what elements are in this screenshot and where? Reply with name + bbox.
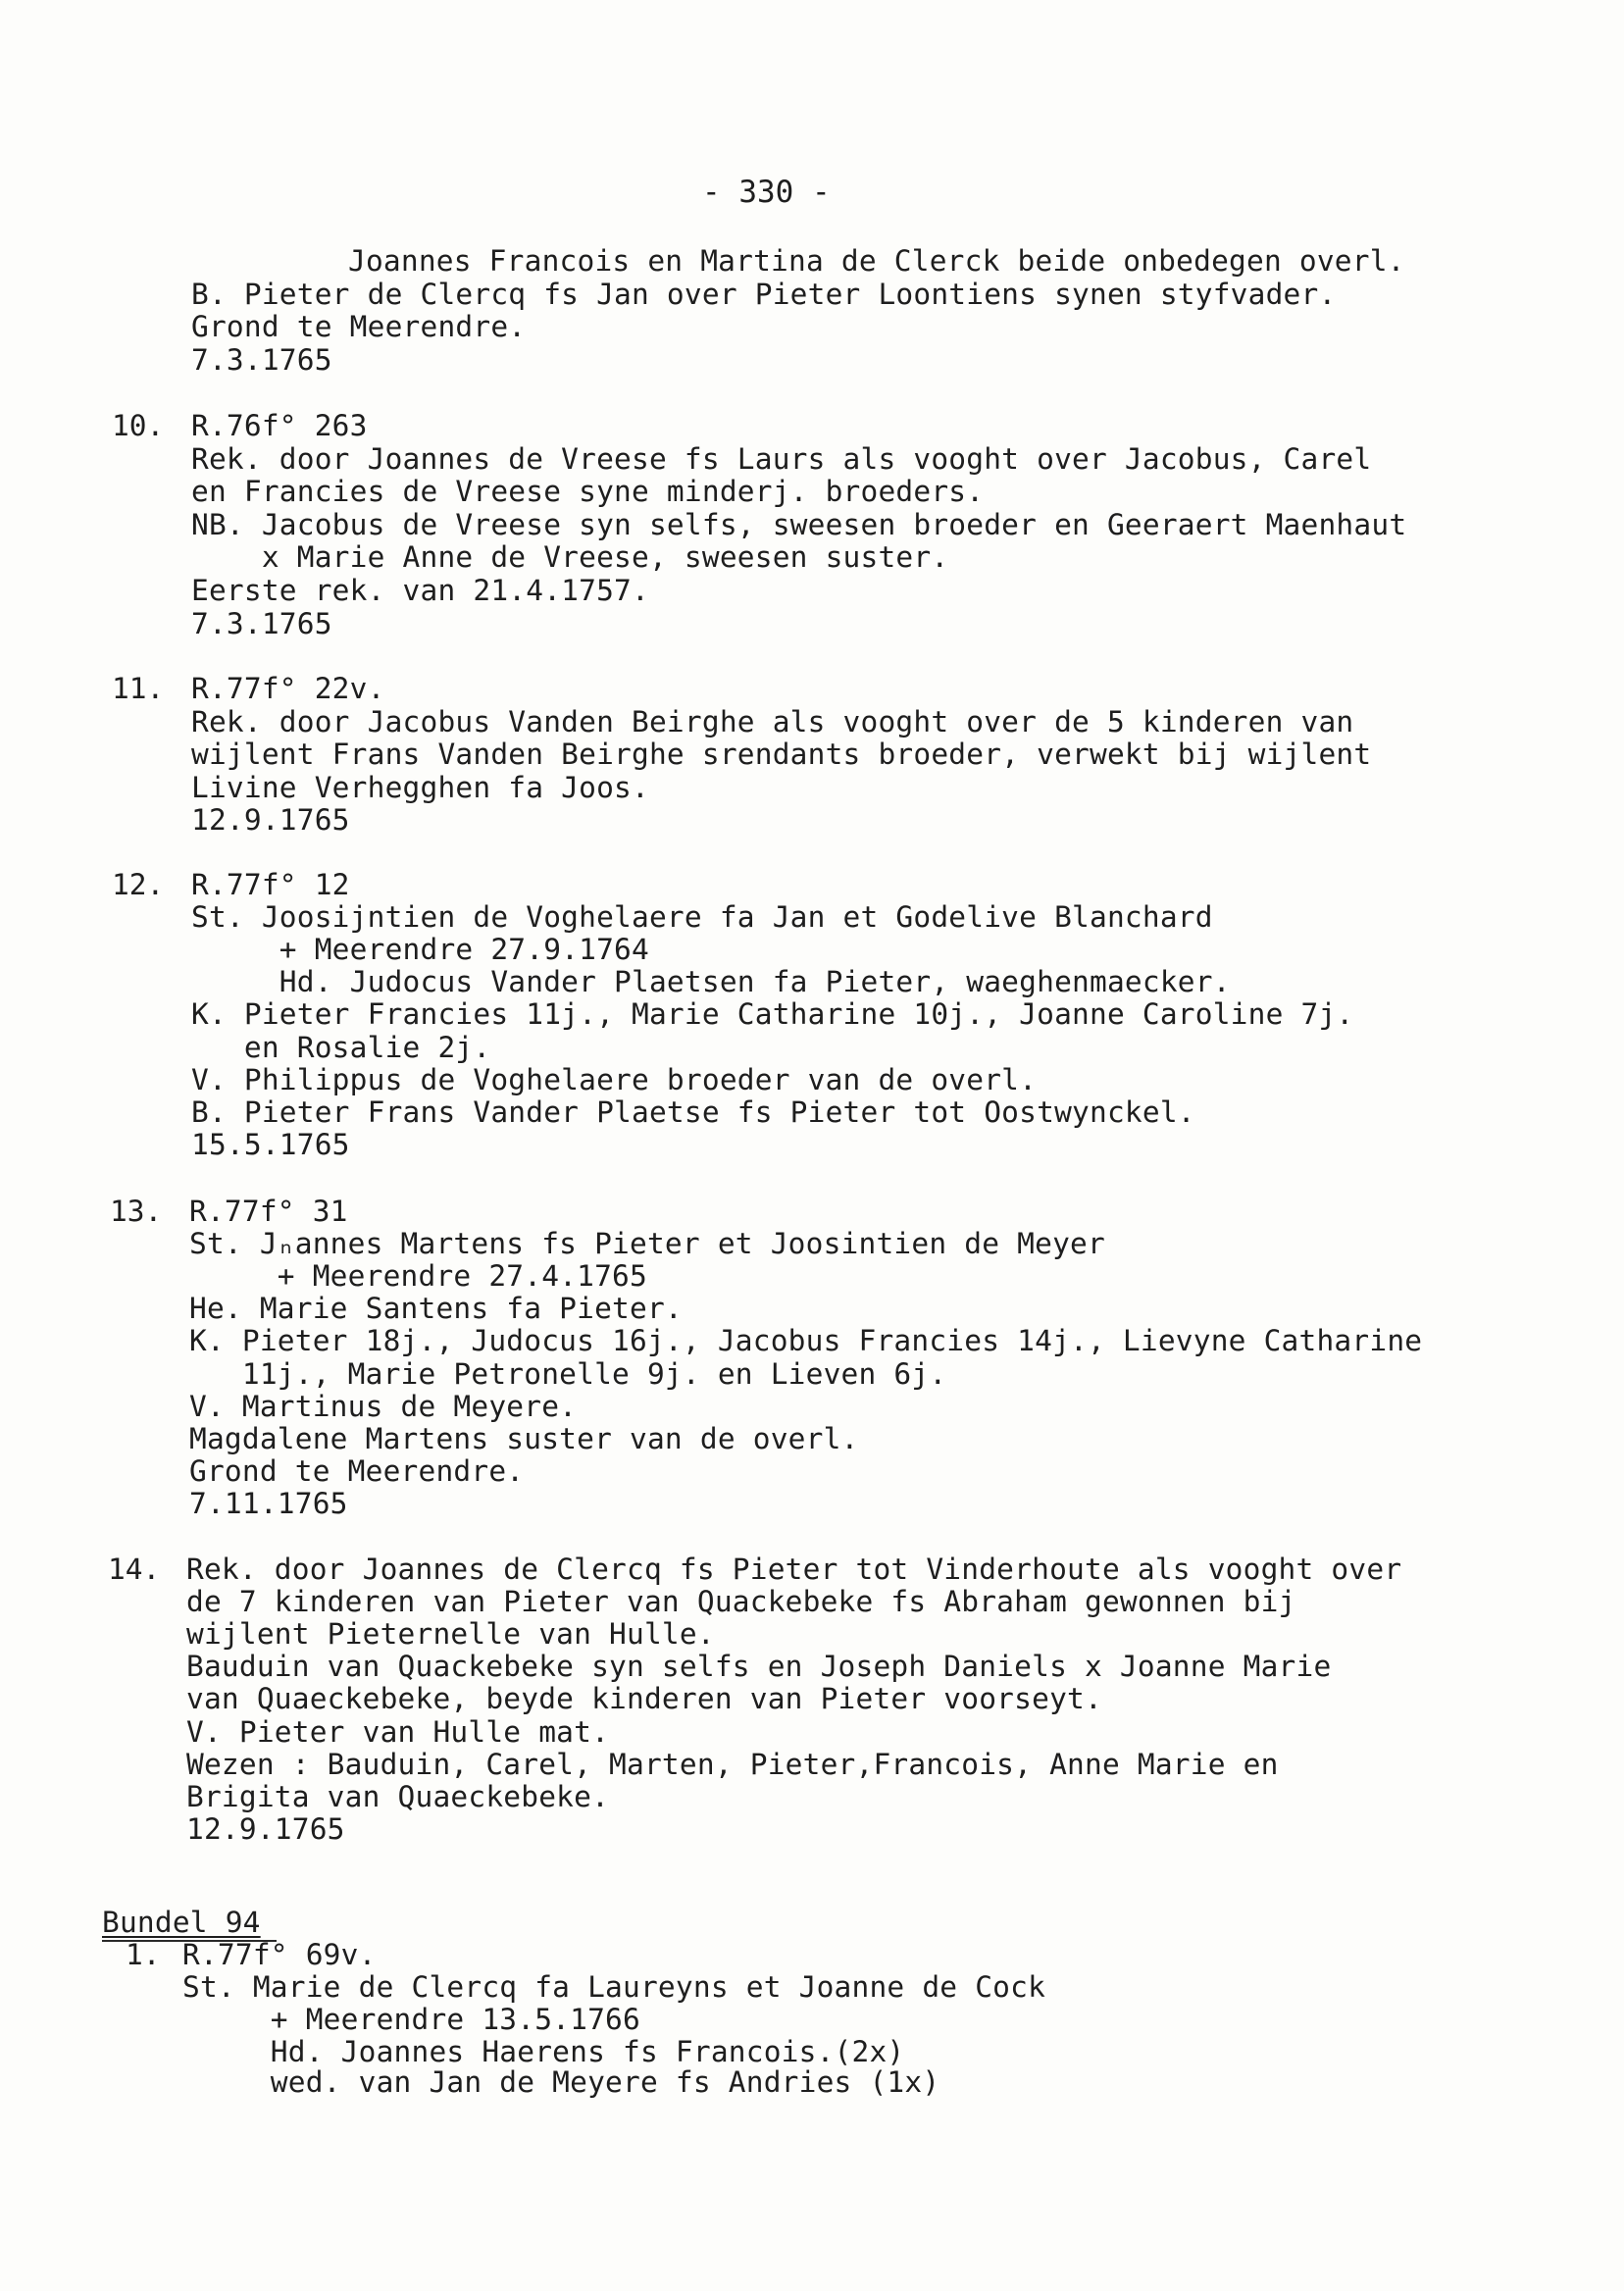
- text-line: Rek. door Joannes de Clercq fs Pieter tot Vinderhoute als vooght over: [186, 1553, 1402, 1586]
- text-line: Rek. door Jacobus Vanden Beirghe als vooght over de 5 kinderen van: [191, 705, 1354, 738]
- text-line: R.77f° 12: [191, 868, 350, 901]
- text-line: Hd. Judocus Vander Plaetsen fa Pieter, waeghenmaecker.: [191, 965, 1231, 998]
- text-line: K. Pieter Francies 11j., Marie Catharine 10j., Joanne Caroline 7j.: [191, 997, 1354, 1031]
- entry-number: 13.: [110, 1195, 163, 1228]
- text-line: 15.5.1765: [191, 1128, 350, 1161]
- text-line: Bauduin van Quackebeke syn selfs en Joseph Daniels x Joanne Marie: [186, 1650, 1332, 1683]
- text-line: + Meerendre 13.5.1766: [182, 2003, 640, 2036]
- text-line: wijlent Frans Vanden Beirghe srendants broeder, verwekt bij wijlent: [191, 738, 1372, 771]
- text-line: St. Marie de Clercq fa Laureyns et Joanne de Cock: [182, 1970, 1046, 2004]
- text-line: 12.9.1765: [191, 803, 350, 837]
- page-number: - 330 -: [702, 175, 831, 210]
- text-line: wijlent Pieternelle van Hulle.: [186, 1617, 715, 1651]
- entry-number: 14.: [108, 1553, 161, 1586]
- text-line: en Rosalie 2j.: [191, 1031, 491, 1064]
- text-line: de 7 kinderen van Pieter van Quackebeke fs Abraham gewonnen bij: [186, 1585, 1296, 1618]
- text-line: R.77f° 69v.: [182, 1938, 377, 1971]
- text-line: R.77f° 31: [189, 1195, 348, 1228]
- text-line: Grond te Meerendre.: [191, 310, 527, 343]
- text-line: Eerste rek. van 21.4.1757.: [191, 574, 649, 607]
- text-line: St. Joosijntien de Voghelaere fa Jan et Godelive Blanchard: [191, 900, 1213, 934]
- text-line: Hd. Joannes Haerens fs Francois.(2x): [182, 2035, 905, 2068]
- text-line: Brigita van Quaeckebeke.: [186, 1780, 610, 1813]
- text-line: + Meerendre 27.9.1764: [191, 933, 649, 966]
- text-line: He. Marie Santens fa Pieter.: [189, 1292, 683, 1325]
- text-line: K. Pieter 18j., Judocus 16j., Jacobus Francies 14j., Lievyne Catharine: [189, 1324, 1423, 1357]
- text-line: x Marie Anne de Vreese, sweesen suster.: [191, 540, 949, 574]
- entry-number: 10.: [112, 409, 165, 442]
- entry-number: 12.: [112, 868, 165, 901]
- text-line: B. Pieter de Clercq fs Jan over Pieter Loontiens synen styfvader.: [191, 278, 1337, 311]
- text-line: R.76f° 263: [191, 409, 368, 442]
- section-heading: Bundel 94: [102, 1906, 261, 1939]
- text-line: V. Martinus de Meyere.: [189, 1390, 578, 1423]
- text-line: + Meerendre 27.4.1765: [189, 1259, 647, 1293]
- text-line: R.77f° 22v.: [191, 672, 385, 705]
- text-line: Livine Verhegghen fa Joos.: [191, 771, 649, 804]
- entry-number: 11.: [112, 672, 165, 705]
- text-line: 11j., Marie Petronelle 9j. en Lieven 6j.: [189, 1357, 947, 1391]
- text-line: 7.11.1765: [189, 1487, 348, 1520]
- text-line: B. Pieter Frans Vander Plaetse fs Pieter tot Oostwynckel.: [191, 1095, 1195, 1129]
- text-line: Magdalene Martens suster van de overl.: [189, 1422, 859, 1455]
- entry-number: 1.: [126, 1938, 161, 1971]
- text-line: Joannes Francois en Martina de Clerck beide onbedegen overl.: [348, 244, 1405, 278]
- text-line: Grond te Meerendre.: [189, 1454, 525, 1488]
- text-line: V. Pieter van Hulle mat.: [186, 1715, 610, 1749]
- text-line: 7.3.1765: [191, 607, 332, 640]
- text-line: St. Jₙannes Martens fs Pieter et Joosintien de Meyer: [189, 1227, 1105, 1260]
- text-line: wed. van Jan de Meyere fs Andries (1x): [182, 2065, 940, 2099]
- text-line: 7.3.1765: [191, 343, 332, 377]
- text-line: en Francies de Vreese syne minderj. broeders.: [191, 475, 985, 508]
- text-line: 12.9.1765: [186, 1812, 345, 1846]
- text-line: NB. Jacobus de Vreese syn selfs, sweesen broeder en Geeraert Maenhaut: [191, 508, 1407, 541]
- text-line: Rek. door Joannes de Vreese fs Laurs als vooght over Jacobus, Carel: [191, 442, 1372, 476]
- text-line: Wezen : Bauduin, Carel, Marten, Pieter,Francois, Anne Marie en: [186, 1748, 1279, 1781]
- text-line: van Quaeckebeke, beyde kinderen van Pieter voorseyt.: [186, 1682, 1102, 1715]
- text-line: V. Philippus de Voghelaere broeder van de overl.: [191, 1063, 1038, 1096]
